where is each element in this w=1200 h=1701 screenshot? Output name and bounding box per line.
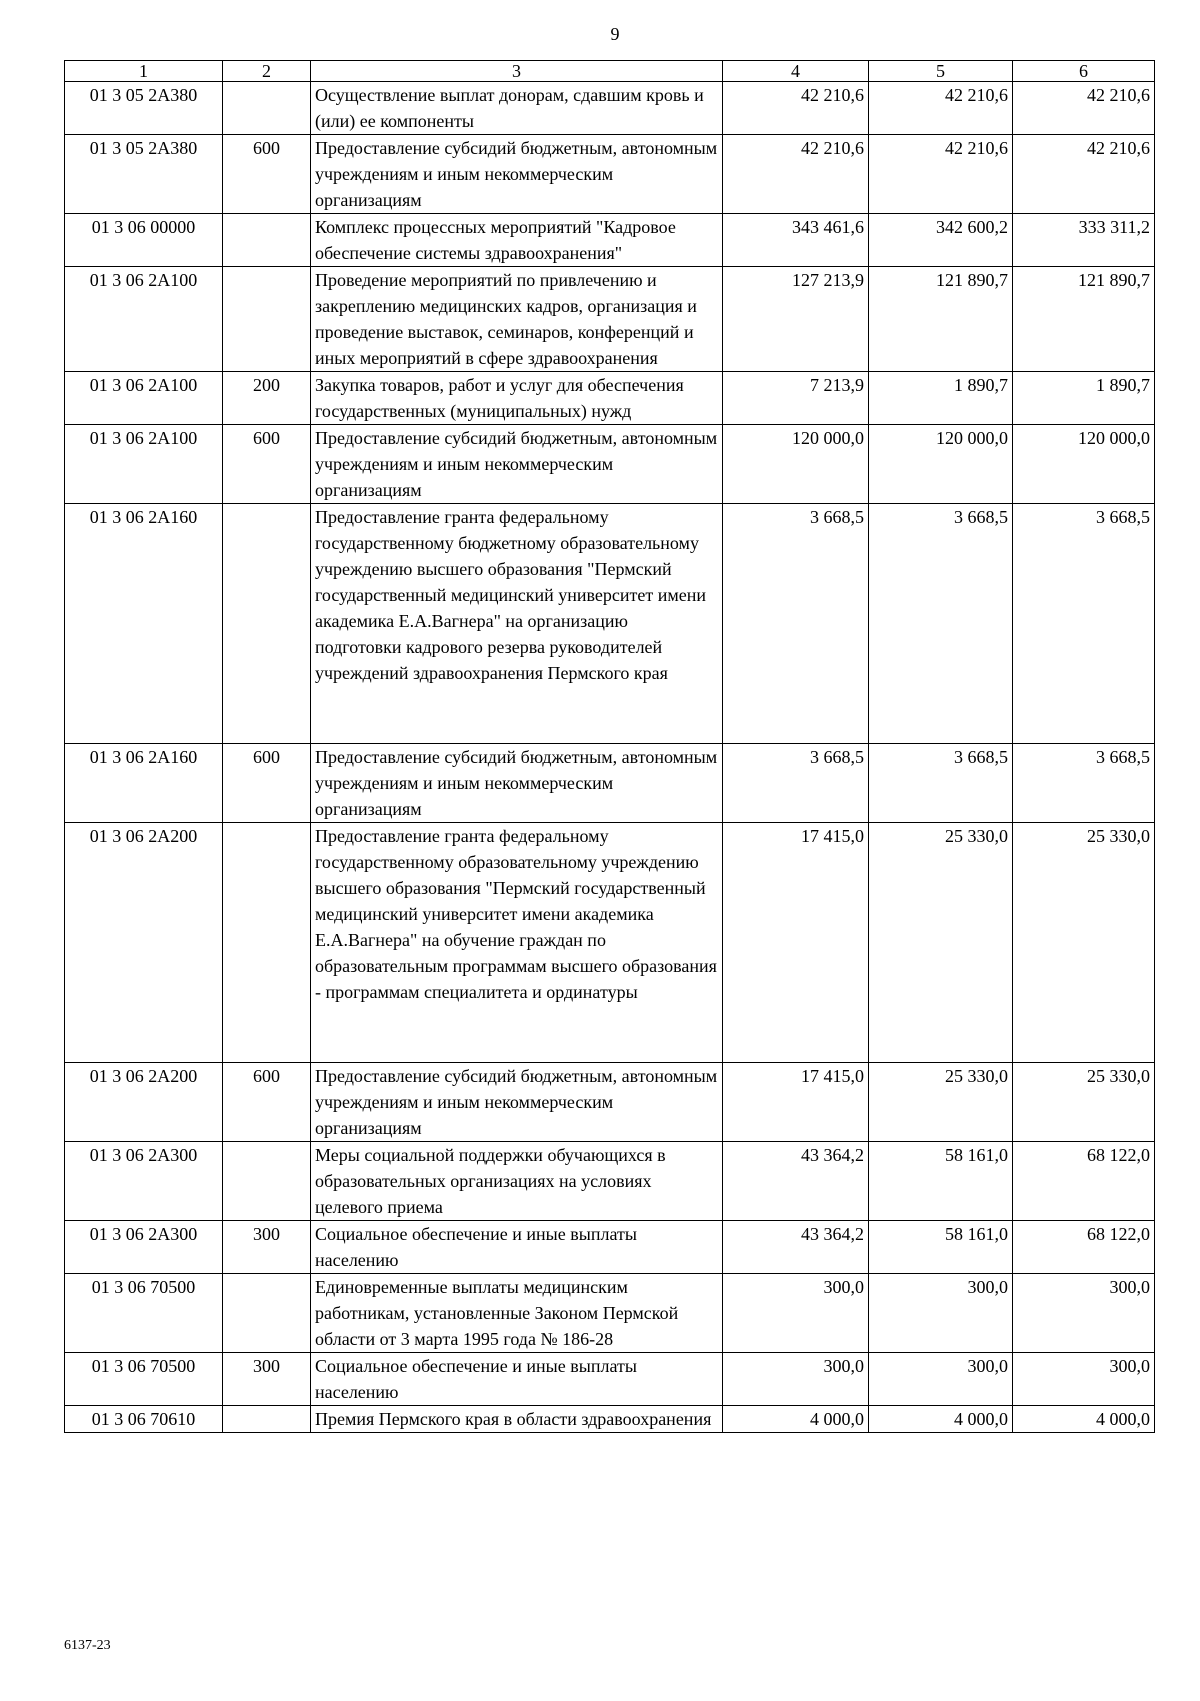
expense-type [223, 82, 311, 135]
table-row [65, 214, 1155, 267]
item-name: Проведение мероприятий по привлечению и закреплению медицинских кадров, организация и проведение выставок, семинаров, конференций и иных мероприятий в сфере здравоохранения [311, 267, 723, 372]
table-row [65, 267, 1155, 372]
amount-col4: 17 415,0 [723, 1063, 869, 1142]
table-row [65, 372, 1155, 425]
amount-col4: 127 213,9 [723, 267, 869, 372]
amount-col6: 3 668,5 [1013, 504, 1155, 744]
expense-type [223, 1142, 311, 1221]
expense-type: 200 [223, 372, 311, 425]
table-row [65, 425, 1155, 504]
expense-type [223, 267, 311, 372]
table-row [65, 1274, 1155, 1353]
amount-col6: 333 311,2 [1013, 214, 1155, 267]
page-number: 9 [610, 24, 620, 44]
column-header-6: 6 [1013, 61, 1155, 82]
amount-col6: 300,0 [1013, 1274, 1155, 1353]
amount-col5: 342 600,2 [869, 214, 1013, 267]
budget-code: 01 3 06 2А100 [65, 267, 223, 372]
column-header-2: 2 [223, 61, 311, 82]
amount-col4: 3 668,5 [723, 744, 869, 823]
budget-code: 01 3 06 70610 [65, 1406, 223, 1433]
budget-code: 01 3 06 2А160 [65, 744, 223, 823]
item-name: Осуществление выплат донорам, сдавшим кровь и (или) ее компоненты [311, 82, 723, 135]
table-row [65, 744, 1155, 823]
expense-type: 600 [223, 135, 311, 214]
budget-code: 01 3 06 2А160 [65, 504, 223, 744]
amount-col5: 3 668,5 [869, 504, 1013, 744]
column-header-3: 3 [311, 61, 723, 82]
amount-col6: 120 000,0 [1013, 425, 1155, 504]
amount-col4: 43 364,2 [723, 1221, 869, 1274]
expense-type [223, 1406, 311, 1433]
amount-col4: 4 000,0 [723, 1406, 869, 1433]
table-row [65, 1406, 1155, 1433]
expense-type: 300 [223, 1221, 311, 1274]
budget-code: 01 3 06 2А100 [65, 425, 223, 504]
amount-col5: 25 330,0 [869, 823, 1013, 1063]
amount-col5: 3 668,5 [869, 744, 1013, 823]
amount-col4: 300,0 [723, 1274, 869, 1353]
column-header-4: 4 [723, 61, 869, 82]
amount-col6: 3 668,5 [1013, 744, 1155, 823]
amount-col6: 42 210,6 [1013, 135, 1155, 214]
amount-col4: 17 415,0 [723, 823, 869, 1063]
amount-col4: 43 364,2 [723, 1142, 869, 1221]
amount-col5: 4 000,0 [869, 1406, 1013, 1433]
amount-col6: 4 000,0 [1013, 1406, 1155, 1433]
budget-code: 01 3 06 70500 [65, 1353, 223, 1406]
amount-col4: 343 461,6 [723, 214, 869, 267]
amount-col5: 25 330,0 [869, 1063, 1013, 1142]
budget-code: 01 3 06 2А200 [65, 823, 223, 1063]
item-name: Предоставление гранта федеральному государственному бюджетному образовательному учреждению высшего образования "Пермский государственный медицинский университет имени академика Е.А.Вагнера" на организацию подготовки кадрового резерва руководителей учреждений здравоохранения Пермского края [311, 504, 723, 744]
amount-col6: 68 122,0 [1013, 1221, 1155, 1274]
table-row [65, 135, 1155, 214]
expense-type [223, 1274, 311, 1353]
amount-col4: 300,0 [723, 1353, 869, 1406]
item-name: Социальное обеспечение и иные выплаты населению [311, 1353, 723, 1406]
table-row [65, 82, 1155, 135]
expense-type [223, 504, 311, 744]
budget-table [64, 60, 1155, 1433]
table-row [65, 504, 1155, 744]
amount-col5: 58 161,0 [869, 1142, 1013, 1221]
amount-col5: 300,0 [869, 1274, 1013, 1353]
amount-col5: 42 210,6 [869, 135, 1013, 214]
amount-col5: 300,0 [869, 1353, 1013, 1406]
expense-type: 600 [223, 425, 311, 504]
amount-col6: 121 890,7 [1013, 267, 1155, 372]
item-name: Закупка товаров, работ и услуг для обеспечения государственных (муниципальных) нужд [311, 372, 723, 425]
budget-code: 01 3 05 2А380 [65, 82, 223, 135]
item-name: Предоставление субсидий бюджетным, автономным учреждениям и иным некоммерческим организациям [311, 1063, 723, 1142]
amount-col4: 3 668,5 [723, 504, 869, 744]
amount-col6: 25 330,0 [1013, 1063, 1155, 1142]
item-name: Меры социальной поддержки обучающихся в образовательных организациях на условиях целевого приема [311, 1142, 723, 1221]
amount-col6: 25 330,0 [1013, 823, 1155, 1063]
amount-col5: 58 161,0 [869, 1221, 1013, 1274]
budget-code: 01 3 06 2А200 [65, 1063, 223, 1142]
table-row [65, 823, 1155, 1063]
budget-code: 01 3 06 00000 [65, 214, 223, 267]
item-name: Комплекс процессных мероприятий "Кадровое обеспечение системы здравоохранения" [311, 214, 723, 267]
budget-code: 01 3 06 70500 [65, 1274, 223, 1353]
amount-col4: 7 213,9 [723, 372, 869, 425]
column-number-row [65, 61, 1155, 82]
expense-type [223, 823, 311, 1063]
amount-col5: 1 890,7 [869, 372, 1013, 425]
table-row [65, 1221, 1155, 1274]
amount-col6: 300,0 [1013, 1353, 1155, 1406]
item-name: Социальное обеспечение и иные выплаты населению [311, 1221, 723, 1274]
table-row [65, 1142, 1155, 1221]
item-name: Предоставление субсидий бюджетным, автономным учреждениям и иным некоммерческим организациям [311, 135, 723, 214]
budget-code: 01 3 06 2А100 [65, 372, 223, 425]
item-name: Единовременные выплаты медицинским работникам, установленные Законом Пермской области от 3 марта 1995 года № 186-28 [311, 1274, 723, 1353]
expense-type: 300 [223, 1353, 311, 1406]
budget-code: 01 3 06 2А300 [65, 1142, 223, 1221]
budget-code: 01 3 06 2А300 [65, 1221, 223, 1274]
expense-type: 600 [223, 744, 311, 823]
table-row [65, 1353, 1155, 1406]
amount-col5: 42 210,6 [869, 82, 1013, 135]
item-name: Предоставление субсидий бюджетным, автономным учреждениям и иным некоммерческим организациям [311, 425, 723, 504]
table-row [65, 1063, 1155, 1142]
expense-type: 600 [223, 1063, 311, 1142]
expense-type [223, 214, 311, 267]
amount-col6: 1 890,7 [1013, 372, 1155, 425]
amount-col5: 121 890,7 [869, 267, 1013, 372]
item-name: Предоставление гранта федеральному государственному образовательному учреждению высшего образования "Пермский государственный медицинский университет имени академика Е.А.Вагнера" на обучение граждан по образовательным программам высшего образования - программам специалитета и ординатуры [311, 823, 723, 1063]
column-header-1: 1 [65, 61, 223, 82]
amount-col4: 42 210,6 [723, 82, 869, 135]
amount-col4: 42 210,6 [723, 135, 869, 214]
item-name: Премия Пермского края в области здравоохранения [311, 1406, 723, 1433]
amount-col5: 120 000,0 [869, 425, 1013, 504]
document-code: 6137-23 [64, 1638, 111, 1653]
item-name: Предоставление субсидий бюджетным, автономным учреждениям и иным некоммерческим организациям [311, 744, 723, 823]
budget-code: 01 3 05 2А380 [65, 135, 223, 214]
amount-col4: 120 000,0 [723, 425, 869, 504]
column-header-5: 5 [869, 61, 1013, 82]
amount-col6: 68 122,0 [1013, 1142, 1155, 1221]
amount-col6: 42 210,6 [1013, 82, 1155, 135]
